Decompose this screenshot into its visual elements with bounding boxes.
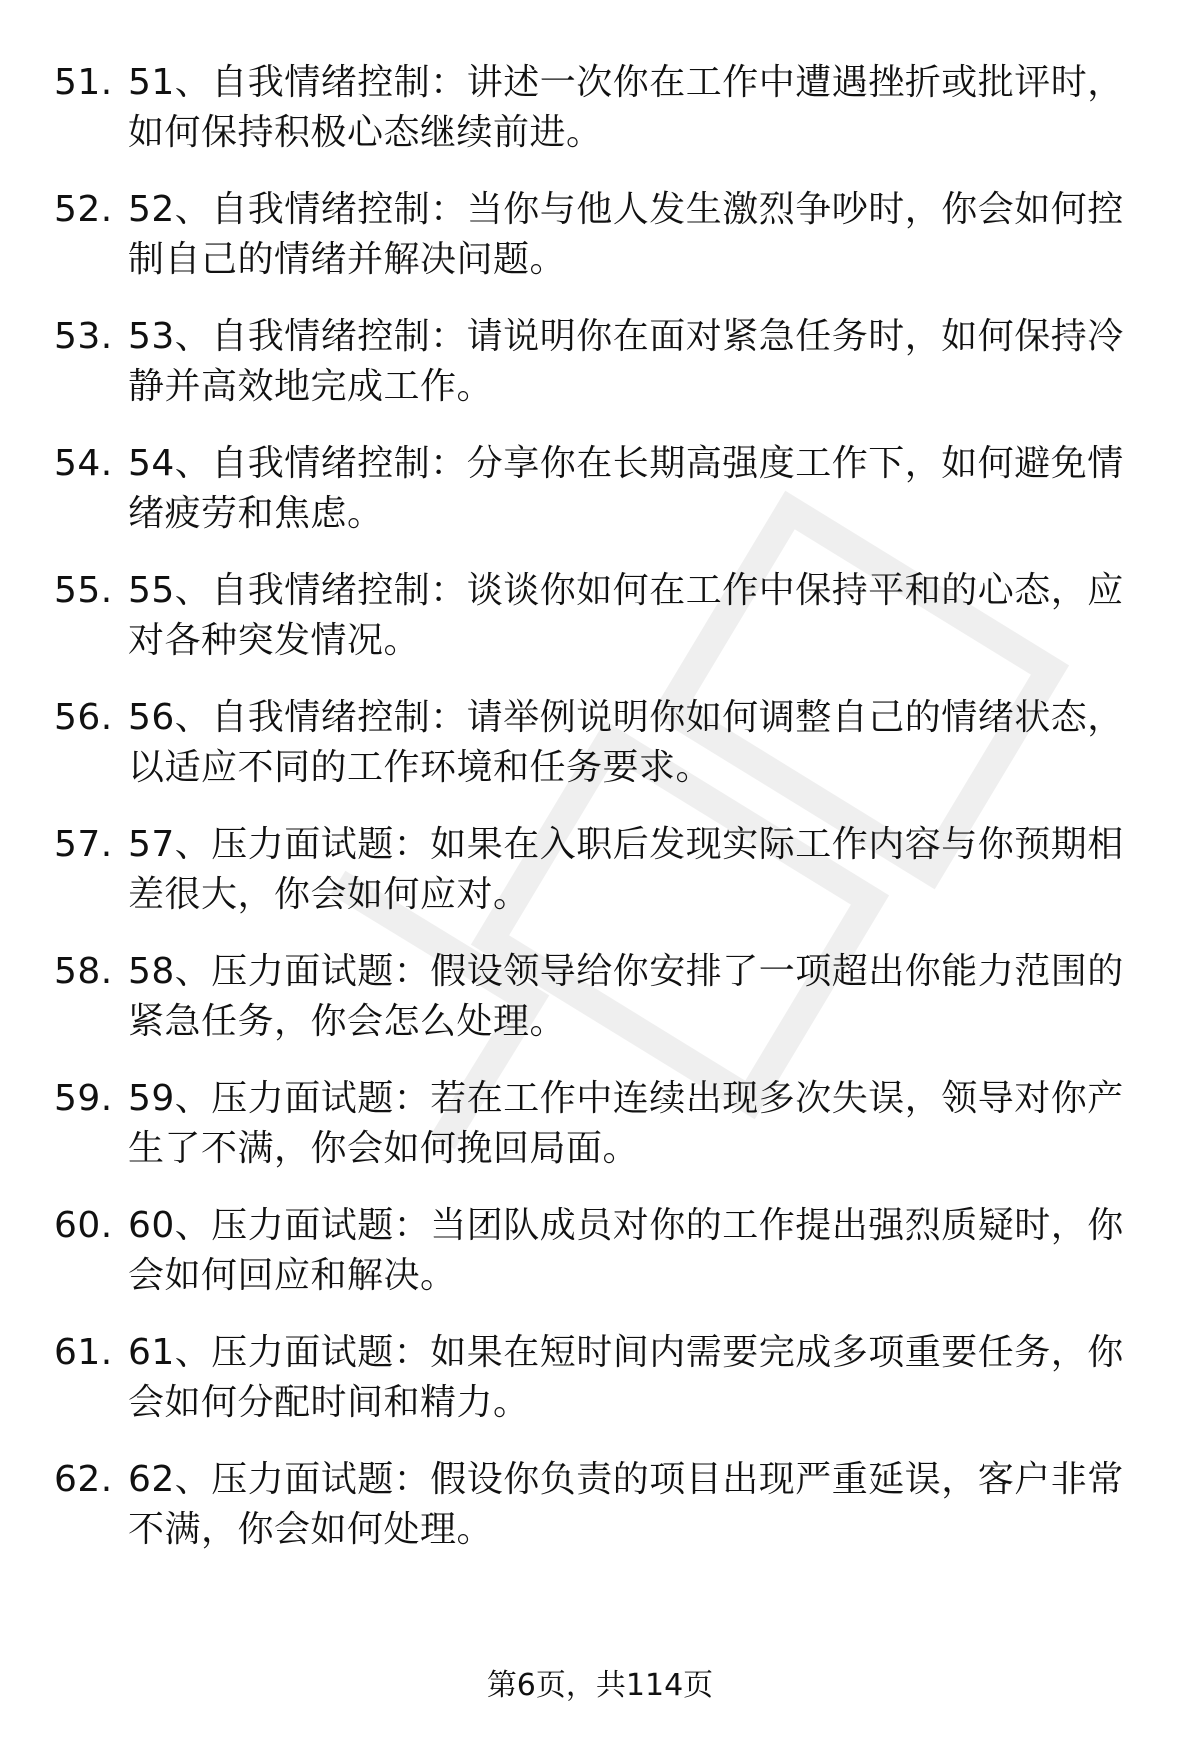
item-number: 56. <box>54 697 113 738</box>
item-text: 53、自我情绪控制：请说明你在面对紧急任务时，如何保持冷静并高效地完成工作。 <box>128 316 1124 407</box>
item-text: 59、压力面试题：若在工作中连续出现多次失误，领导对你产生了不满，你会如何挽回局面。 <box>128 1078 1124 1169</box>
item-number: 59. <box>54 1078 113 1119</box>
list-item <box>0 820 1200 920</box>
item-text: 52、自我情绪控制：当你与他人发生激烈争吵时，你会如何控制自己的情绪并解决问题。 <box>128 189 1124 280</box>
item-number: 54. <box>54 443 113 484</box>
item-text: 62、压力面试题：假设你负责的项目出现严重延误，客户非常不满，你会如何处理。 <box>128 1459 1124 1550</box>
list-item <box>0 566 1200 666</box>
page-footer: 第6页，共114页 <box>486 1668 714 1703</box>
item-text: 57、压力面试题：如果在入职后发现实际工作内容与你预期相差很大，你会如何应对。 <box>128 824 1124 915</box>
item-number: 52. <box>54 189 113 230</box>
item-text: 61、压力面试题：如果在短时间内需要完成多项重要任务，你会如何分配时间和精力。 <box>128 1332 1124 1423</box>
list-item <box>0 1455 1200 1555</box>
item-text: 54、自我情绪控制：分享你在长期高强度工作下，如何避免情绪疲劳和焦虑。 <box>128 443 1124 534</box>
list-item <box>0 947 1200 1047</box>
list-item <box>0 693 1200 793</box>
list-item <box>0 439 1200 539</box>
item-text: 56、自我情绪控制：请举例说明你如何调整自己的情绪状态，以适应不同的工作环境和任务要求。 <box>128 697 1124 788</box>
item-number: 51. <box>54 62 113 103</box>
item-number: 61. <box>54 1332 113 1373</box>
item-text: 51、自我情绪控制：讲述一次你在工作中遭遇挫折或批评时，如何保持积极心态继续前进。 <box>128 62 1124 153</box>
item-text: 60、压力面试题：当团队成员对你的工作提出强烈质疑时，你会如何回应和解决。 <box>128 1205 1124 1296</box>
item-text: 55、自我情绪控制：谈谈你如何在工作中保持平和的心态，应对各种突发情况。 <box>128 570 1124 661</box>
list-item <box>0 58 1200 158</box>
item-number: 60. <box>54 1205 113 1246</box>
list-item <box>0 1201 1200 1301</box>
item-number: 57. <box>54 824 113 865</box>
question-list <box>0 58 1200 1582</box>
list-item <box>0 185 1200 285</box>
list-item <box>0 312 1200 412</box>
item-number: 53. <box>54 316 113 357</box>
item-number: 58. <box>54 951 113 992</box>
list-item <box>0 1328 1200 1428</box>
item-text: 58、压力面试题：假设领导给你安排了一项超出你能力范围的紧急任务，你会怎么处理。 <box>128 951 1124 1042</box>
item-number: 55. <box>54 570 113 611</box>
list-item <box>0 1074 1200 1174</box>
item-number: 62. <box>54 1459 113 1500</box>
